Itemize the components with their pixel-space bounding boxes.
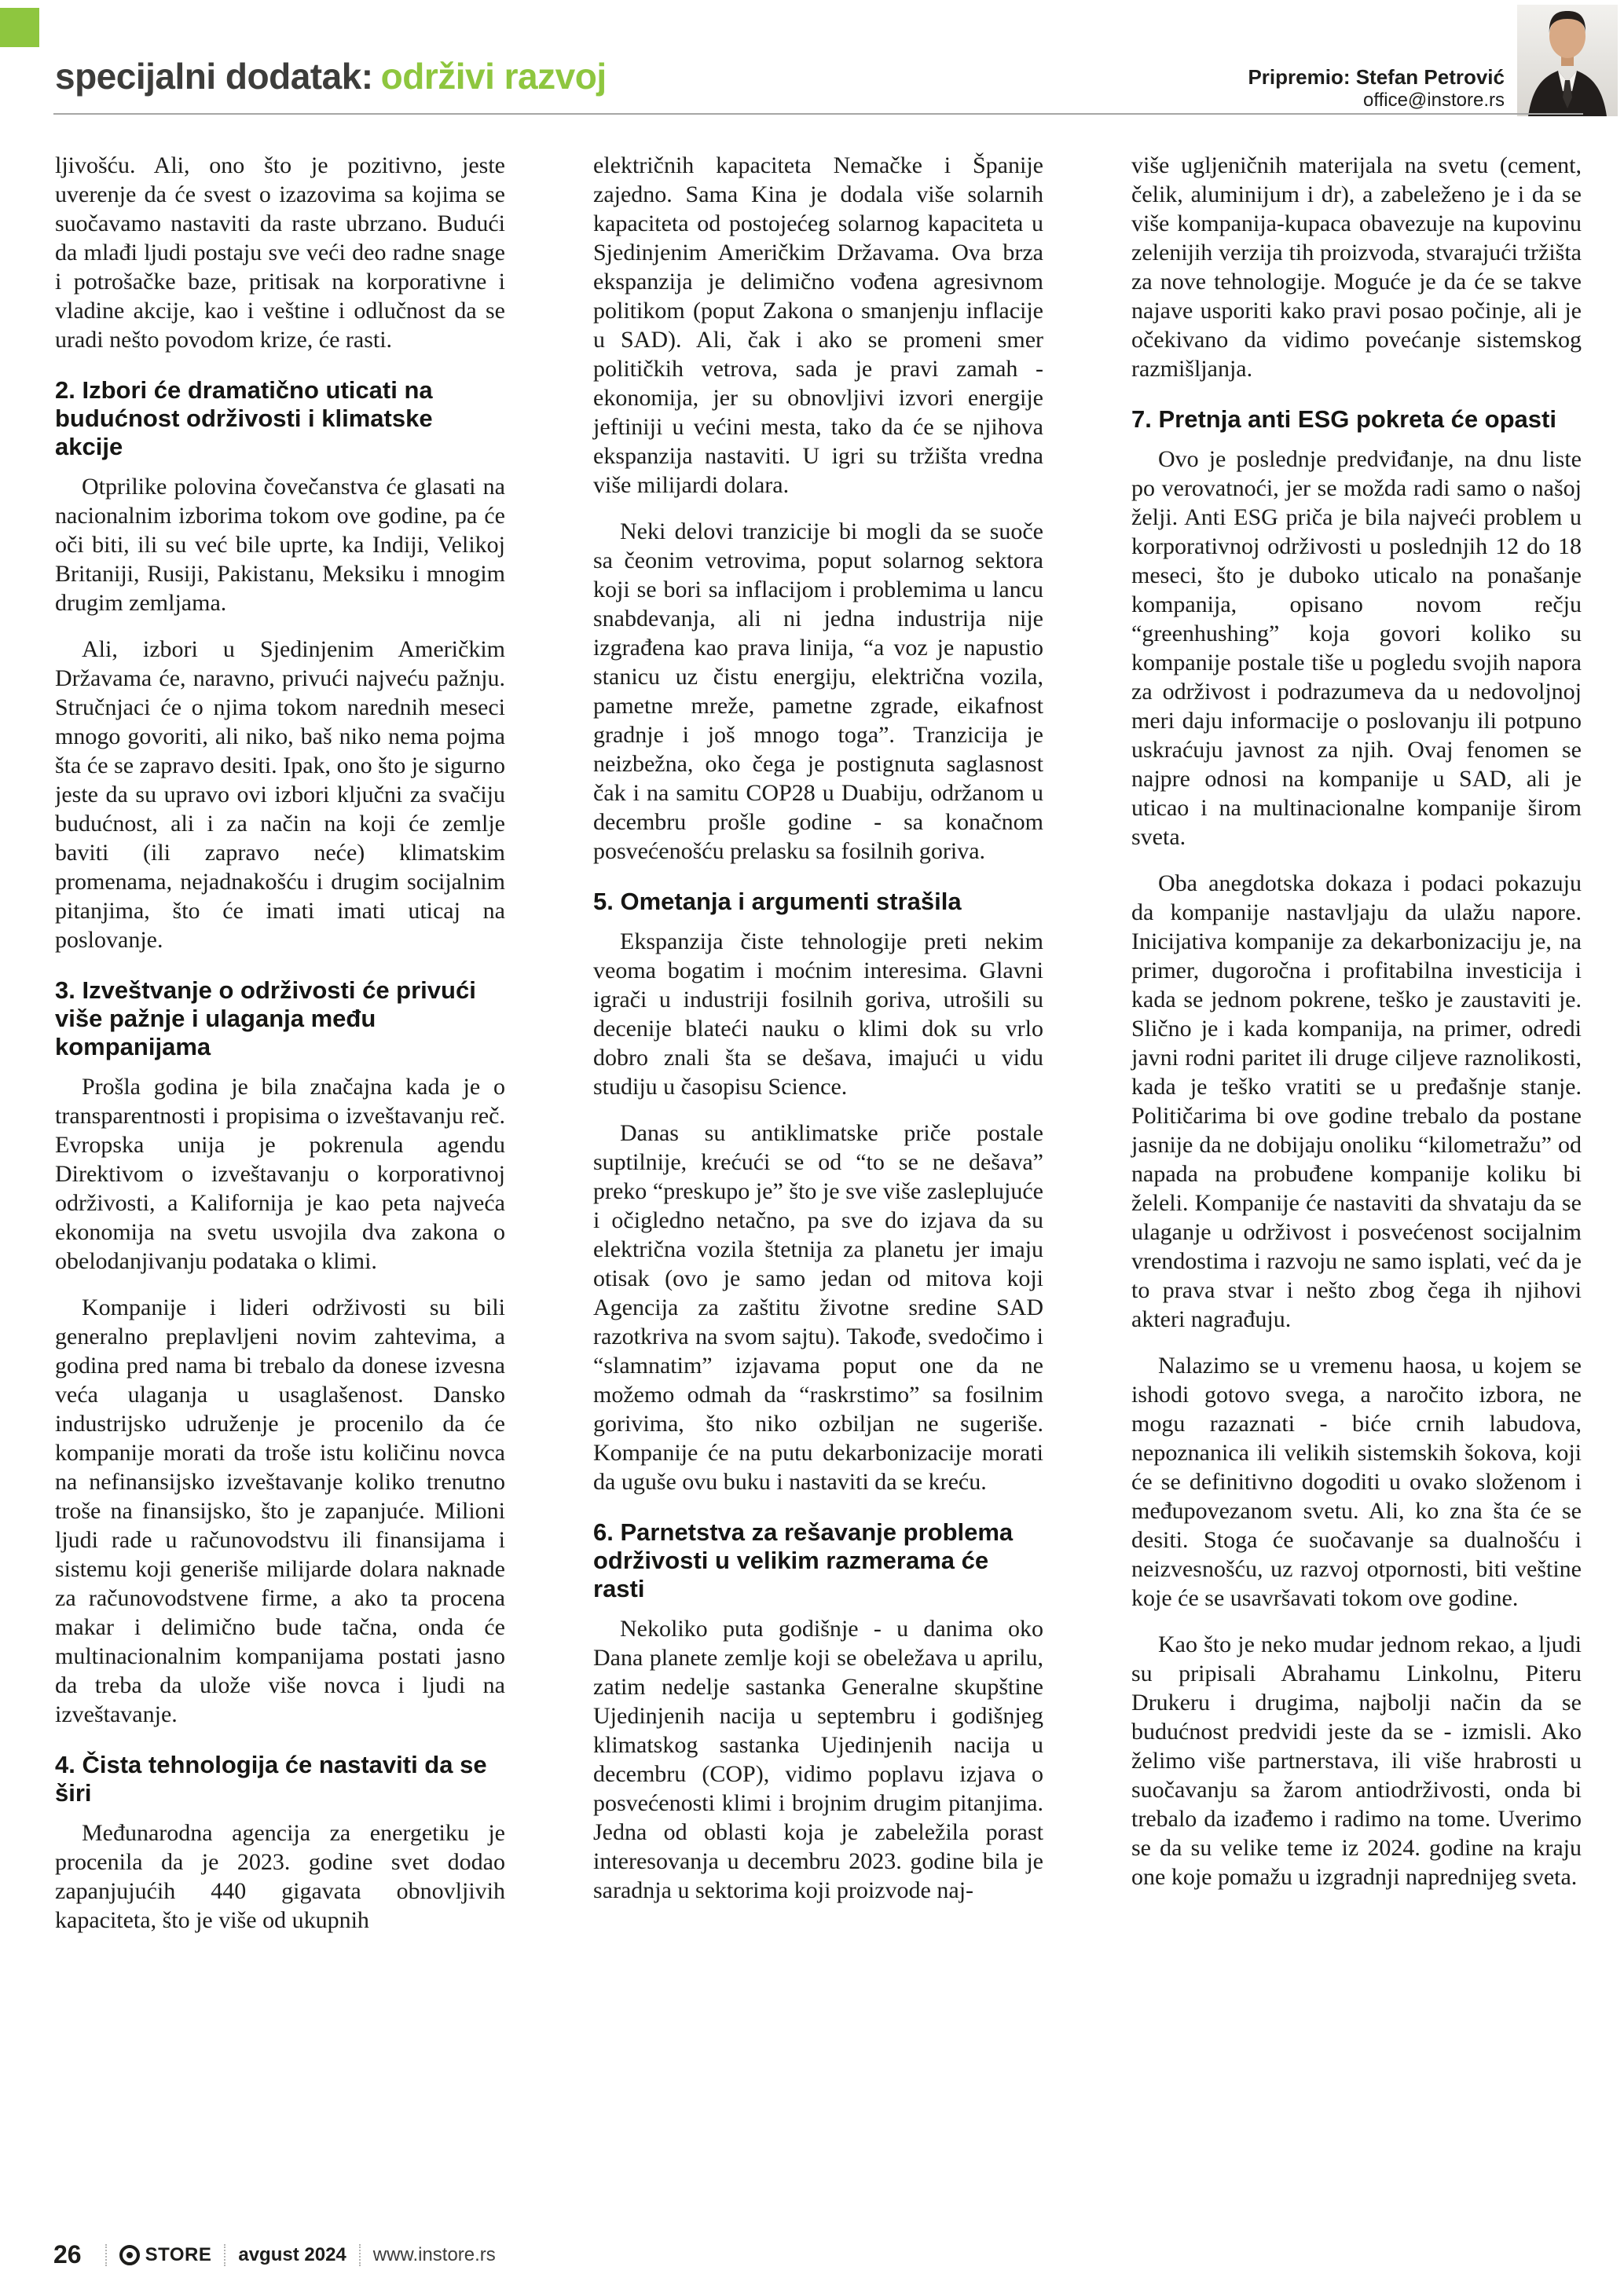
- section-heading: 3. Izveštvanje o održivosti će privući više pažnje i ulaganja među kompanijama: [55, 976, 476, 1060]
- paragraph: Danas su antiklimatske priče postale suptilnije, krećući se od “to se ne dešava” preko “preskupo je” što je sve više zasleplujuće i očigledno netačno, pa sve do izjava da su električna vozila štetnija za planetu jer imaju otisak (ovo je samo jedan od mitova koji Agencija za zaštitu životne sredine SAD razotkriva na svom sajtu). Takođe, svedočimo i “slamnatim” izjavama poput one da ne možemo odmah da “raskrstimo” sa fosilnim gorivima, što niko ozbiljan ne sugeriše. Kompanije će na putu dekarbonizacije morati da uguše ovu buku i nastaviti da se kreću.: [593, 1120, 1043, 1495]
- footer-separator: [359, 2244, 361, 2266]
- section-heading: 5. Ometanja i argumenti strašila: [593, 888, 962, 915]
- header-divider: [53, 113, 1583, 115]
- author-portrait-illustration: [1517, 5, 1618, 116]
- instore-logo: [119, 2244, 212, 2266]
- article-body: [55, 151, 1583, 2236]
- paragraph: više ugljeničnih materijala na svetu (cement, čelik, aluminijum i dr), a zabeleženo je i da se više kompanija-kupaca obavezuje na kupovinu zelenijih verzija tih proizvoda, stvarajući tržišta za nove tehnologije. Moguće je da će se takve najave usporiti kako pravi posao počinje, ali je očekivano da vidimo povećanje sistemskog razmišljanja.: [1131, 152, 1582, 382]
- paragraph: Ali, izbori u Sjedinjenim Američkim Državama će, naravno, privući najveću pažnju. Stručnjaci će o njima tokom narednih meseci mnogo govoriti, ali niko, baš niko nema pojma šta će se zapravo desiti. Ipak, ono što je sigurno jeste da su upravo ovi izbori ključni za svačiju budućnost, ali i za način na koji će zemlje baviti (ili zapravo neće) klimatskim promenama, nejadnakošću i drugim socijalnim pitanjima, što će imati imati uticaj na poslovanje.: [55, 636, 505, 953]
- paragraph: Oba anegdotska dokaza i podaci pokazuju da kompanije nastavljaju da ulažu napore. Inicijativa kompanije za dekarbonizaciju je, na primer, dugoročna i profitabilna investicija i kada se jednom pokrene, teško je zaustaviti je. Slično je i kada kompanija, na primer, odredi javni rodni paritet ili druge ciljeve raznolikosti, kada je teško vratiti se u pređašnje stanje. Političarima bi ove godine trebalo da postane jasnije da ne dobijaju onoliku “kilometražu” od napada na probuđene kompanije koliku bi želeli. Kompanije će nastaviti da shvataju da se ulaganje u održivost i posvećenost socijalnim vrendostima i razvoju ne samo isplati, već da je to prava stvar i nešto zbog čega ih njihovi akteri nagrađuju.: [1131, 870, 1582, 1332]
- page-title-black: specijalni dodatak:: [55, 56, 373, 97]
- byline-author: Pripremio: Stefan Petrović: [1248, 65, 1505, 89]
- byline: [1248, 64, 1505, 112]
- article-column-2: [593, 151, 1043, 2236]
- section-heading: 7. Pretnja anti ESG pokreta će opasti: [1131, 405, 1556, 433]
- paragraph: električnih kapaciteta Nemačke i Španije zajedno. Sama Kina je dodala više solarnih kapaciteta od postojećeg solarnog kapaciteta u Sjedinjenim Američkim Državama. Ova brza ekspanzija je delimično vođena agresivnom politikom (poput Zakona o smanjenju inflacije u SAD). Ali, čak i ako se promeni smer političkih vetrova, sada je pravi zamah - ekonomija, jer su obnovljivi izvori energije jeftiniji u većini mesta, tako da će se njihova ekspanzija nastaviti. U igri su tržišta vredna više milijardi dolara.: [593, 152, 1043, 498]
- author-photo: [1517, 5, 1618, 116]
- paragraph: Kao što je neko mudar jednom rekao, a ljudi su pripisali Abrahamu Linkolnu, Piteru Drukeru i drugima, najbolji način da se budućnost predvidi jeste da se - izmisli. Ako želimo više partnerstava, ili više hrabrosti u suočavanju sa žarom antiodrživosti, onda bi trebalo da izađemo i radimo na tome. Uverimo se da su velike teme iz 2024. godine na kraju one koje pomažu u izgradnji naprednijeg sveta.: [1131, 1631, 1582, 1890]
- corner-accent-square: [0, 8, 39, 47]
- paragraph: ljivošću. Ali, ono što je pozitivno, jeste uverenje da će svest o izazovima sa kojima se suočavamo nastaviti da raste ubrzano. Budući da mlađi ljudi postaju sve veći deo radne snage i potrošačke baze, pritisak na korporativne i vladine akcije, kao i veštine i odlučnost da se uradi nešto povodom krize, će rasti.: [55, 152, 505, 353]
- paragraph: Nekoliko puta godišnje - u danima oko Dana planete zemlje koji se obeležava u aprilu, zatim nedelje sastanka Generalne skupštine Ujedinjenih nacija u septembru i godišnjeg klimatskog sastanka Ujedinjenih nacija u decembru (COP), vidimo poplavu izjava o posvećenosti klimi i brojnim drugim pitanjima. Jedna od oblasti koja je zabeležila porast interesovanja u decembru 2023. godine bila je saradnja u sektorima koji proizvode naj-: [593, 1616, 1043, 1903]
- paragraph: Međunarodna agencija za energetiku je procenila da je 2023. godine svet dodao zapanjujućih 440 gigavata obnovljivih kapaciteta, što je više od ukupnih: [55, 1820, 505, 1933]
- section-heading: 4. Čista tehnologija će nastaviti da se širi: [55, 1751, 487, 1807]
- brand-name: STORE: [145, 2243, 212, 2265]
- footer-separator: [224, 2244, 225, 2266]
- paragraph: Ovo je poslednje predviđanje, na dnu liste po verovatnoći, jer se možda radi samo o našoj želji. Anti ESG priča je bila najveći problem u korporativnoj održivosti u poslednjih 12 do 18 meseci, što je duboko uticalo na ponašanje kompanija, opisano novom rečju “greenhushing” koja govori koliko su kompanije postale tiše u pogledu svojih napora za održivost i podrazumeva da u nedovoljnoj meri daju informacije o poslovanju ili potpuno uskraćuju javnost za njih. Ovaj fenomen se najpre odnosi na kompanije u SAD, ali je uticao i na multinacionalne kompanije širom sveta.: [1131, 446, 1582, 850]
- paragraph: Kompanije i lideri održivosti su bili generalno preplavljeni novim zahtevima, a godina pred nama bi trebalo da donese izvesna veća ulaganja u usaglašenost. Dansko industrijsko udruženje je procenilo da će kompanije morati da troše istu količinu novca na nefinansijsko izveštavanje koliko trenutno troše na finansijsko, što je zapanjuće. Milioni ljudi rade u računovodstvu ili finansijama i sistemu koji generiše milijarde dolara naknade za računovodstvene firme, a ako ta procena makar i delimično bude tačna, onda će multinacionalnim kompanijama postati jasno da treba da ulože više novca i ljudi na izveštavanje.: [55, 1294, 505, 1727]
- page-title-green: održivi razvoj: [380, 56, 607, 97]
- instore-logo-icon: [119, 2245, 140, 2265]
- footer-separator: [105, 2244, 107, 2266]
- article-column-1: [55, 151, 505, 2236]
- section-heading: 6. Parnetstva za rešavanje problema održivosti u velikim razmerama će rasti: [593, 1518, 1014, 1602]
- issue-date: avgust 2024: [238, 2243, 346, 2265]
- website-url: www.instore.rs: [372, 2243, 496, 2265]
- page-number: 26: [53, 2240, 82, 2269]
- page-title: [55, 55, 607, 97]
- paragraph: Prošla godina je bila značajna kada je o transparentnosti i propisima o izveštavanju reč. Evropska unija je pokrenula agendu Direktivom o izveštavanju o korporativnoj održivosti, a Kalifornija je kao peta najveća ekonomija na svetu usvojila dva zakona o obelodanjivanju podataka o klimi.: [55, 1074, 505, 1274]
- section-heading: 2. Izbori će dramatično uticati na budućnost održivosti i klimatske akcije: [55, 376, 433, 460]
- byline-email: office@instore.rs: [1363, 90, 1505, 111]
- article-column-3: [1131, 151, 1582, 2236]
- paragraph: Nalazimo se u vremenu haosa, u kojem se ishodi gotovo svega, a naročito izbora, ne mogu razaznati - biće crnih labudova, nepoznanica ili velikih sistemskih šokova, koji će se definitivno dogoditi u ovako složenom i međupovezanom svetu. Ali, ko zna šta će se desiti. Stoga će suočavanje sa dualnošću i neizvesnošću, uz razvoj otpornosti, biti veštine koje će se usavršavati tokom ove godine.: [1131, 1353, 1582, 1611]
- paragraph: Neki delovi tranzicije bi mogli da se suoče sa čeonim vetrovima, poput solarnog sektora koji se bori sa inflacijom i problemima u lancu snabdevanja, ali ni jedna industrija nije izgrađena kao prava linija, “a voz je napustio stanicu uz čistu energiju, električna vozila, pametne mreže, pametne zgrade, eikafnost gradnje i još mnogo toga”. Tranzicija je neizbežna, oko čega je postignuta saglasnost čak i na samitu COP28 u Duabiju, održanom u decembru prošle godine - sa konačnom posvećenošću prelasku sa fosilnih goriva.: [593, 518, 1043, 864]
- paragraph: Ekspanzija čiste tehnologije preti nekim veoma bogatim i moćnim interesima. Glavni igrači u industriji fosilnih goriva, utrošili su decenije blateći nauku o klimi dok su vrlo dobro znali šta se dešava, imajući u vidu studiju u časopisu Science.: [593, 928, 1043, 1100]
- paragraph: Otprilike polovina čovečanstva će glasati na nacionalnim izborima tokom ove godine, pa će oči biti, ili su već bile uprte, ka Indiji, Velikoj Britaniji, Rusiji, Pakistanu, Meksiku i mnogim drugim zemljama.: [55, 474, 505, 616]
- page-footer: [53, 2240, 496, 2269]
